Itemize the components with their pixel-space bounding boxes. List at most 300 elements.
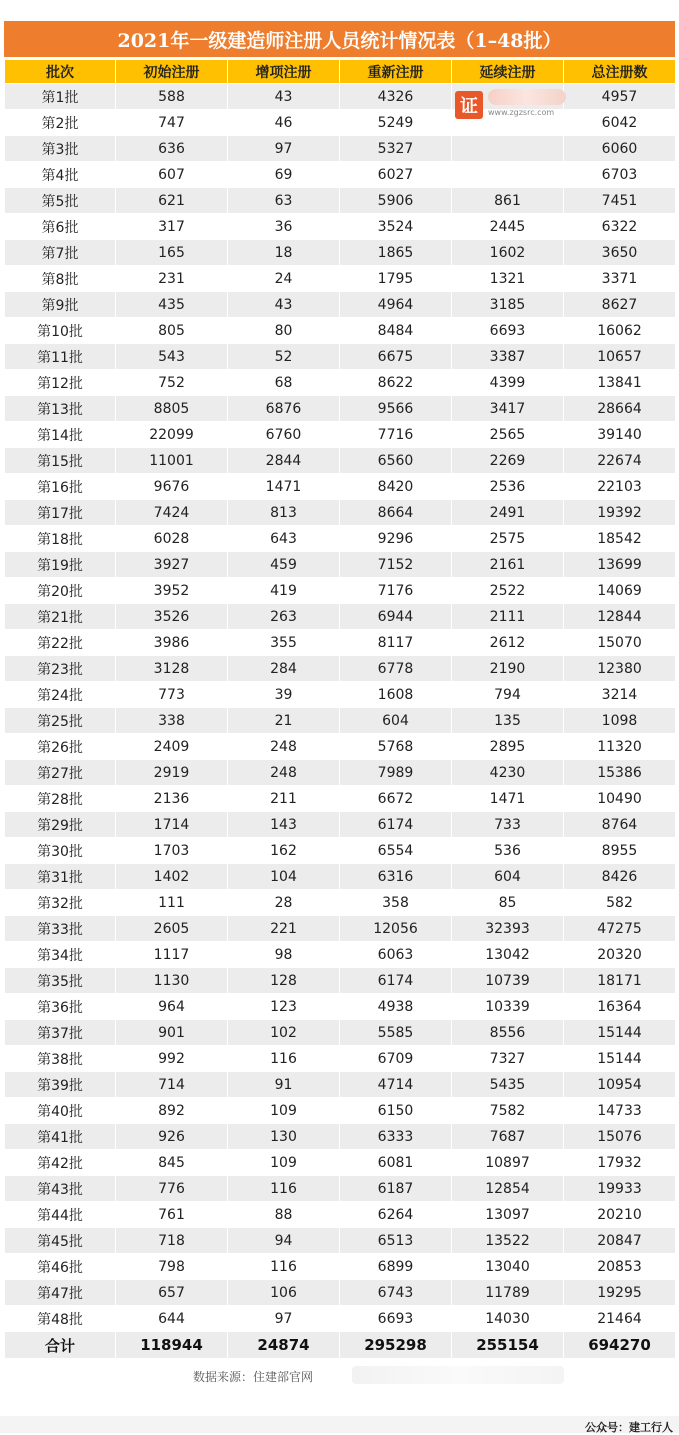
table-cell: 2575 [452,526,564,552]
batch-cell: 第15批 [5,448,116,474]
table-cell: 2919 [116,760,228,786]
batch-cell: 第27批 [5,760,116,786]
table-cell: 165 [116,240,228,266]
table-cell: 18542 [564,526,676,552]
table-cell: 6063 [340,942,452,968]
batch-cell: 第24批 [5,682,116,708]
table-cell: 13841 [564,370,676,396]
column-header-batch: 批次 [5,60,116,84]
table-cell: 6554 [340,838,452,864]
table-cell: 109 [228,1098,340,1124]
table-cell: 2565 [452,422,564,448]
table-cell: 98 [228,942,340,968]
table-cell: 13042 [452,942,564,968]
table-row [5,1020,676,1046]
table-cell: 12854 [452,1176,564,1202]
batch-cell: 第16批 [5,474,116,500]
batch-cell: 第9批 [5,292,116,318]
table-cell: 22674 [564,448,676,474]
table-cell: 6042 [564,110,676,136]
table-cell: 1130 [116,968,228,994]
table-cell: 6703 [564,162,676,188]
table-cell: 8627 [564,292,676,318]
table-cell: 543 [116,344,228,370]
table-cell: 643 [228,526,340,552]
table-cell: 6174 [340,812,452,838]
table-cell: 1321 [452,266,564,292]
table-cell: 1471 [452,786,564,812]
table-cell: 14030 [452,1306,564,1332]
table-cell: 733 [452,812,564,838]
table-cell: 15070 [564,630,676,656]
table-cell: 761 [116,1202,228,1228]
table-cell: 1602 [452,240,564,266]
blurred-region [352,1366,564,1384]
table-cell: 3927 [116,552,228,578]
table-cell: 657 [116,1280,228,1306]
table-cell: 6778 [340,656,452,682]
table-cell: 19295 [564,1280,676,1306]
table-cell: 14733 [564,1098,676,1124]
table-cell: 8664 [340,500,452,526]
table-cell: 358 [340,890,452,916]
batch-cell: 第32批 [5,890,116,916]
table-cell: 752 [116,370,228,396]
table-cell: 24 [228,266,340,292]
table-cell: 6081 [340,1150,452,1176]
table-cell: 798 [116,1254,228,1280]
table-cell: 69 [228,162,340,188]
table-row [5,1046,676,1072]
table-cell: 8622 [340,370,452,396]
watermark-blur [488,89,566,105]
table-row [5,1254,676,1280]
table-cell: 47275 [564,916,676,942]
table-cell: 52 [228,344,340,370]
table-cell: 12844 [564,604,676,630]
table-cell: 6187 [340,1176,452,1202]
batch-cell: 第36批 [5,994,116,1020]
table-cell: 1703 [116,838,228,864]
table-cell: 1795 [340,266,452,292]
table-cell: 3371 [564,266,676,292]
batch-cell: 第5批 [5,188,116,214]
table-cell: 15144 [564,1046,676,1072]
table-cell: 11789 [452,1280,564,1306]
table-row [5,422,676,448]
column-header-initial: 初始注册 [116,60,228,84]
table-row [5,682,676,708]
table-cell: 135 [452,708,564,734]
table-cell: 8556 [452,1020,564,1046]
batch-cell: 第44批 [5,1202,116,1228]
table-cell: 636 [116,136,228,162]
table-cell: 20847 [564,1228,676,1254]
table-total-row [5,1332,676,1359]
table-cell: 102 [228,1020,340,1046]
table-row [5,812,676,838]
table-cell: 6760 [228,422,340,448]
table-cell: 13522 [452,1228,564,1254]
table-row [5,994,676,1020]
table-cell: 22099 [116,422,228,448]
table-cell: 18 [228,240,340,266]
table-cell: 926 [116,1124,228,1150]
table-cell: 338 [116,708,228,734]
table-cell: 8955 [564,838,676,864]
bottom-strip [0,1416,679,1433]
batch-cell: 第26批 [5,734,116,760]
table-cell: 21464 [564,1306,676,1332]
table-cell: 6028 [116,526,228,552]
table-cell: 211 [228,786,340,812]
table-cell: 861 [452,188,564,214]
footer-account: 公众号：建工行人 [585,1421,673,1434]
table-cell: 19392 [564,500,676,526]
table-cell: 5249 [340,110,452,136]
table-cell: 3524 [340,214,452,240]
table-cell: 248 [228,760,340,786]
batch-cell: 第4批 [5,162,116,188]
table-cell: 263 [228,604,340,630]
table-row [5,292,676,318]
table-cell: 2895 [452,734,564,760]
table-cell: 85 [452,890,564,916]
table-row [5,630,676,656]
table-row [5,1098,676,1124]
table-cell: 1117 [116,942,228,968]
batch-cell: 第7批 [5,240,116,266]
table-cell: 6693 [452,318,564,344]
table-cell: 43 [228,84,340,110]
table-row [5,188,676,214]
batch-cell: 第20批 [5,578,116,604]
registration-stats-table [4,59,676,1359]
batch-cell: 第35批 [5,968,116,994]
table-cell: 7989 [340,760,452,786]
batch-cell: 第43批 [5,1176,116,1202]
table-cell: 7582 [452,1098,564,1124]
table-cell: 2522 [452,578,564,604]
batch-cell: 第1批 [5,84,116,110]
batch-cell: 第10批 [5,318,116,344]
table-row [5,708,676,734]
table-cell: 16062 [564,318,676,344]
batch-cell: 第19批 [5,552,116,578]
table-cell: 582 [564,890,676,916]
table-cell: 621 [116,188,228,214]
table-cell: 248 [228,734,340,760]
table-cell: 13040 [452,1254,564,1280]
batch-cell: 第29批 [5,812,116,838]
table-row [5,1150,676,1176]
table-cell: 317 [116,214,228,240]
table-cell: 22103 [564,474,676,500]
table-row [5,396,676,422]
table-cell: 2269 [452,448,564,474]
table-cell: 39 [228,682,340,708]
table-cell: 845 [116,1150,228,1176]
table-row [5,552,676,578]
table-cell: 20210 [564,1202,676,1228]
table-cell: 13097 [452,1202,564,1228]
table-cell: 718 [116,1228,228,1254]
table-cell: 5768 [340,734,452,760]
total-cell: 255154 [452,1332,564,1359]
table-cell: 4714 [340,1072,452,1098]
table-row [5,578,676,604]
table-row [5,84,676,110]
table-cell: 794 [452,682,564,708]
batch-cell: 第21批 [5,604,116,630]
table-cell: 1098 [564,708,676,734]
table-row [5,786,676,812]
table-cell: 773 [116,682,228,708]
table-cell: 10490 [564,786,676,812]
table-cell: 6333 [340,1124,452,1150]
table-row [5,1228,676,1254]
table-row [5,1124,676,1150]
table-cell: 4230 [452,760,564,786]
table-cell: 130 [228,1124,340,1150]
table-row [5,526,676,552]
table-cell: 16364 [564,994,676,1020]
table-cell: 6675 [340,344,452,370]
table-cell: 6264 [340,1202,452,1228]
table-header-row [5,60,676,84]
table-cell: 435 [116,292,228,318]
table-cell: 813 [228,500,340,526]
table-cell: 10339 [452,994,564,1020]
batch-cell: 第12批 [5,370,116,396]
table-title-bar [4,21,675,57]
table-row [5,890,676,916]
table-cell: 1865 [340,240,452,266]
batch-cell: 第23批 [5,656,116,682]
batch-cell: 第39批 [5,1072,116,1098]
table-cell: 8805 [116,396,228,422]
table-cell: 12056 [340,916,452,942]
table-cell: 3650 [564,240,676,266]
batch-cell: 第25批 [5,708,116,734]
table-cell: 46 [228,110,340,136]
table-cell: 13699 [564,552,676,578]
table-cell: 7152 [340,552,452,578]
batch-cell: 第34批 [5,942,116,968]
table-row [5,1176,676,1202]
table-row [5,240,676,266]
column-header-additional: 增项注册 [228,60,340,84]
table-cell: 604 [452,864,564,890]
table-cell [452,162,564,188]
table-cell: 6693 [340,1306,452,1332]
table-cell: 63 [228,188,340,214]
table-row [5,604,676,630]
table-cell: 20320 [564,942,676,968]
table-cell: 3214 [564,682,676,708]
table-cell: 6174 [340,968,452,994]
table-row [5,370,676,396]
batch-cell: 第33批 [5,916,116,942]
batch-cell: 第28批 [5,786,116,812]
table-cell: 7176 [340,578,452,604]
batch-cell: 第42批 [5,1150,116,1176]
table-cell: 4957 [564,84,676,110]
table-cell: 2612 [452,630,564,656]
table-cell: 7424 [116,500,228,526]
table-cell: 106 [228,1280,340,1306]
table-cell: 10739 [452,968,564,994]
table-cell: 97 [228,136,340,162]
batch-cell: 第47批 [5,1280,116,1306]
table-cell: 1714 [116,812,228,838]
batch-cell: 第41批 [5,1124,116,1150]
table-cell: 6672 [340,786,452,812]
table-cell: 116 [228,1176,340,1202]
table-cell: 10657 [564,344,676,370]
table-cell: 992 [116,1046,228,1072]
table-cell: 6027 [340,162,452,188]
table-cell: 20853 [564,1254,676,1280]
table-cell: 3952 [116,578,228,604]
table-cell: 8420 [340,474,452,500]
table-cell: 128 [228,968,340,994]
table-cell: 6876 [228,396,340,422]
table-cell: 6899 [340,1254,452,1280]
table-cell: 94 [228,1228,340,1254]
table-cell: 14069 [564,578,676,604]
table-cell: 2536 [452,474,564,500]
watermark-logo-icon: 证 [455,91,483,119]
column-header-renewal: 延续注册 [452,60,564,84]
batch-cell: 第45批 [5,1228,116,1254]
table-cell: 21 [228,708,340,734]
table-cell: 892 [116,1098,228,1124]
table-cell: 4326 [340,84,452,110]
table-cell: 2445 [452,214,564,240]
batch-cell: 第48批 [5,1306,116,1332]
table-cell: 116 [228,1046,340,1072]
table-cell: 2136 [116,786,228,812]
table-cell [452,136,564,162]
table-cell: 28664 [564,396,676,422]
table-cell: 6316 [340,864,452,890]
watermark-url: www.zgzsrc.com [488,108,555,117]
batch-cell: 第46批 [5,1254,116,1280]
table-row [5,500,676,526]
table-cell: 1608 [340,682,452,708]
table-cell: 7327 [452,1046,564,1072]
table-cell: 12380 [564,656,676,682]
table-cell: 80 [228,318,340,344]
table-body [5,84,676,1332]
table-cell: 10897 [452,1150,564,1176]
table-cell: 2605 [116,916,228,942]
table-row [5,916,676,942]
batch-cell: 第13批 [5,396,116,422]
table-row [5,1280,676,1306]
table-cell: 6150 [340,1098,452,1124]
table-cell: 6060 [564,136,676,162]
table-row [5,1202,676,1228]
table-cell: 4938 [340,994,452,1020]
table-cell: 111 [116,890,228,916]
total-cell: 295298 [340,1332,452,1359]
table-cell: 2161 [452,552,564,578]
table-cell: 6513 [340,1228,452,1254]
table-row [5,136,676,162]
table-cell: 11320 [564,734,676,760]
batch-cell: 第38批 [5,1046,116,1072]
table-cell: 459 [228,552,340,578]
table-cell: 68 [228,370,340,396]
table-cell: 109 [228,1150,340,1176]
batch-cell: 第8批 [5,266,116,292]
table-cell: 604 [340,708,452,734]
batch-cell: 第37批 [5,1020,116,1046]
table-cell: 3526 [116,604,228,630]
batch-cell: 第3批 [5,136,116,162]
table-row [5,110,676,136]
table-cell: 8117 [340,630,452,656]
table-cell: 9676 [116,474,228,500]
table-cell: 8484 [340,318,452,344]
table-cell: 3986 [116,630,228,656]
batch-cell: 第30批 [5,838,116,864]
table-row [5,318,676,344]
batch-cell: 第17批 [5,500,116,526]
table-cell: 7716 [340,422,452,448]
column-header-re-register: 重新注册 [340,60,452,84]
table-cell: 18171 [564,968,676,994]
total-cell: 118944 [116,1332,228,1359]
table-cell: 116 [228,1254,340,1280]
table-cell: 43 [228,292,340,318]
table-cell: 2190 [452,656,564,682]
table-row [5,266,676,292]
table-cell: 5327 [340,136,452,162]
site-watermark [455,86,573,124]
batch-cell: 第6批 [5,214,116,240]
table-row [5,448,676,474]
table-cell: 15076 [564,1124,676,1150]
table-row [5,1072,676,1098]
table-row [5,162,676,188]
table-cell: 964 [116,994,228,1020]
table-cell: 805 [116,318,228,344]
table-cell: 39140 [564,422,676,448]
table-cell: 6944 [340,604,452,630]
table-row [5,1306,676,1332]
table-cell: 776 [116,1176,228,1202]
table-cell: 162 [228,838,340,864]
batch-cell: 第22批 [5,630,116,656]
table-cell: 10954 [564,1072,676,1098]
table-cell: 714 [116,1072,228,1098]
batch-cell: 第11批 [5,344,116,370]
table-cell: 901 [116,1020,228,1046]
data-source-note: 数据来源：住建部官网 [193,1370,314,1384]
table-cell: 8426 [564,864,676,890]
table-cell: 7451 [564,188,676,214]
table-cell: 8764 [564,812,676,838]
table-cell: 5906 [340,188,452,214]
table-cell: 3387 [452,344,564,370]
batch-cell: 第14批 [5,422,116,448]
table-cell: 3417 [452,396,564,422]
table-cell: 17932 [564,1150,676,1176]
table-row [5,864,676,890]
